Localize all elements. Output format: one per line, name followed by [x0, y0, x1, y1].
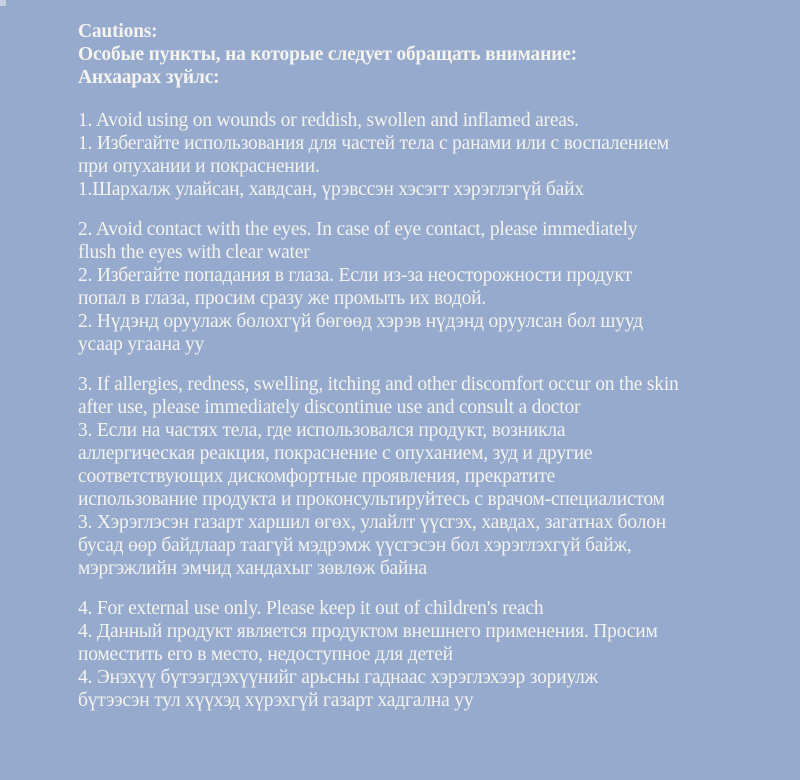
caution-section-1: [78, 109, 778, 201]
text-line: 4. Данный продукт является продуктом внешнего применения. Просим: [78, 621, 658, 642]
text-line: 2. Нүдэнд оруулаж болохгүй бөгөөд хэрэв нүдэнд оруулсан бол шууд: [78, 311, 643, 332]
caution-section-3: [78, 373, 778, 580]
text-line: 2. Избегайте попадания в глаза. Если из-за неосторожности продукт: [78, 265, 632, 286]
header-line: Cautions:: [78, 21, 158, 42]
text-line: 4. Энэхүү бүтээгдэхүүнийг арьсны гаднаас хэрэглэхээр зориулж: [78, 667, 598, 688]
text-line: мэргэжлийн эмчид хандахыг зөвлөж байна: [78, 558, 427, 579]
text-line: 1. Избегайте использования для частей тела с ранами или с воспалением: [78, 133, 669, 154]
corner-artifact: [0, 0, 6, 6]
text-line: усаар угаана уу: [78, 334, 205, 355]
text-line: аллергическая реакция, покраснение с опуханием, зуд и другие: [78, 443, 593, 464]
text-line: 1. Avoid using on wounds or reddish, swollen and inflamed areas.: [78, 110, 579, 131]
text-line: 2. Avoid contact with the eyes. In case of eye contact, please immediately: [78, 219, 638, 240]
caution-section-2: [78, 218, 778, 356]
text-line: бусад өөр байдлаар таагүй мэдрэмж үүсгэсэн бол хэрэглэхгүй байж,: [78, 535, 632, 556]
text-line: flush the eyes with clear water: [78, 242, 310, 263]
text-line: 3. If allergies, redness, swelling, itching and other discomfort occur on the skin: [78, 374, 679, 395]
text-line: 4. For external use only. Please keep it out of children's reach: [78, 598, 544, 619]
text-line: соответствующих дискомфортные проявления, прекратите: [78, 466, 556, 487]
header-line: Особые пункты, на которые следует обращать внимание:: [78, 44, 577, 65]
header-line: Анхаарах зүйлс:: [78, 67, 220, 88]
cautions-label: [78, 20, 778, 712]
caution-header: [78, 20, 778, 89]
text-line: попал в глаза, просим сразу же промыть их водой.: [78, 288, 487, 309]
text-line: поместить его в место, недоступное для детей: [78, 644, 453, 665]
caution-sections: [78, 109, 778, 712]
text-line: 3. Если на частях тела, где использовался продукт, возникла: [78, 420, 566, 441]
text-line: 3. Хэрэглэсэн газарт харшил өгөх, улайлт үүсгэх, хавдах, загатнах болон: [78, 512, 667, 533]
text-line: использование продукта и проконсультируйтесь с врачом-специалистом: [78, 489, 665, 510]
caution-section-4: [78, 597, 778, 712]
text-line: after use, please immediately discontinue use and consult a doctor: [78, 397, 581, 418]
text-line: 1.Шархалж улайсан, хавдсан, үрэвссэн хэсэгт хэрэглэгүй байх: [78, 179, 584, 200]
text-line: бүтээсэн тул хүүхэд хүрэхгүй газарт хадгална уу: [78, 690, 474, 711]
text-line: при опухании и покраснении.: [78, 156, 320, 177]
